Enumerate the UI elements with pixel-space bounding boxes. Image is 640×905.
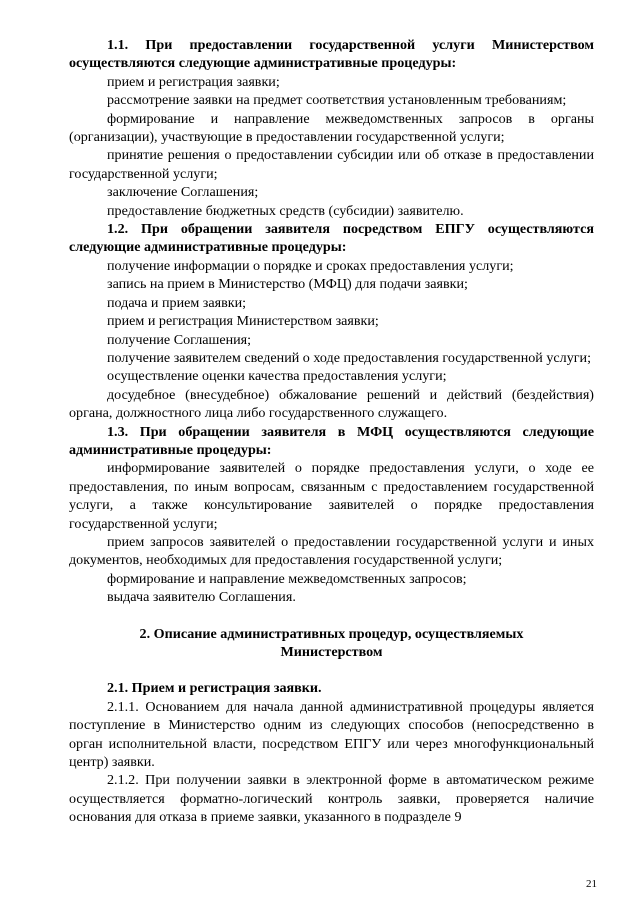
paragraph-1-1-heading: 1.1. При предоставлении государственной услуги Министерством осуществляются следующие административные процедуры:	[69, 37, 594, 72]
list-item: прием запросов заявителей о предоставлении государственной услуги и иных документов, необходимых для предоставления государственной услуги;	[69, 533, 594, 569]
list-item: подача и прием заявки;	[107, 294, 247, 311]
paragraph-1-3-heading: 1.3. При обращении заявителя в МФЦ осуществляются следующие административные процедуры:	[69, 423, 594, 458]
paragraph-2-1-1: 2.1.1. Основанием для начала данной административной процедуры является поступление в Министерство одним из следующих способов (непосредственно в орган исполнительной власти, посредством ЕПГУ или через многофункциональный центр) заявки.	[69, 698, 594, 771]
list-item: досудебное (внесудебное) обжалование решений и действий (бездействия) органа, должностного лица либо государственного служащего.	[69, 386, 594, 422]
list-item: рассмотрение заявки на предмет соответствия установленным требованиям;	[107, 92, 567, 109]
list-item: получение заявителем сведений о ходе предоставления государственной услуги;	[107, 349, 591, 366]
subsection-2-1-heading: 2.1. Прием и регистрация заявки.	[107, 680, 322, 697]
list-item: получение Соглашения;	[107, 331, 252, 348]
list-item: принятие решения о предоставлении субсидии или об отказе в предоставлении государственной услуги;	[69, 147, 594, 182]
list-item: предоставление бюджетных средств (субсидии) заявителю.	[107, 202, 464, 219]
list-item: формирование и направление межведомственных запросов;	[107, 570, 467, 587]
section-2-heading-line-2: Министерством	[280, 644, 383, 660]
list-item: получение информации о порядке и сроках предоставления услуги;	[107, 257, 514, 274]
list-item: информирование заявителей о порядке предоставления услуги, о ходе ее предоставления, по иным вопросам, связанным с предоставлением государственной услуги, а также консультирование заявителей о порядке предоставления государственной услуги;	[69, 460, 594, 532]
paragraph-1-2-heading: 1.2. При обращении заявителя посредством ЕПГУ осуществляются следующие административные процедуры:	[69, 221, 594, 256]
list-item: формирование и направление межведомственных запросов в органы (организации), участвующие в предоставлении государственной услуги;	[69, 110, 594, 146]
list-item: запись на прием в Министерство (МФЦ) для подачи заявки;	[107, 276, 468, 293]
list-item: прием и регистрация заявки;	[107, 73, 280, 90]
list-item: выдача заявителю Соглашения.	[107, 589, 296, 606]
document-page	[69, 36, 594, 827]
page-number: 21	[586, 878, 597, 890]
spacer	[69, 607, 594, 625]
list-item: осуществление оценки качества предоставления услуги;	[107, 368, 447, 385]
list-item: заключение Соглашения;	[107, 184, 259, 201]
spacer	[69, 661, 594, 679]
list-item: прием и регистрация Министерством заявки;	[107, 313, 379, 330]
section-2-heading-line-1: 2. Описание административных процедур, осуществляемых	[139, 625, 524, 642]
paragraph-2-1-2: 2.1.2. При получении заявки в электронной форме в автоматическом режиме осуществляется форматно-логический контроль заявки, проверяется наличие основания для отказа в приеме заявки, указанного в подразделе 9	[69, 772, 594, 826]
